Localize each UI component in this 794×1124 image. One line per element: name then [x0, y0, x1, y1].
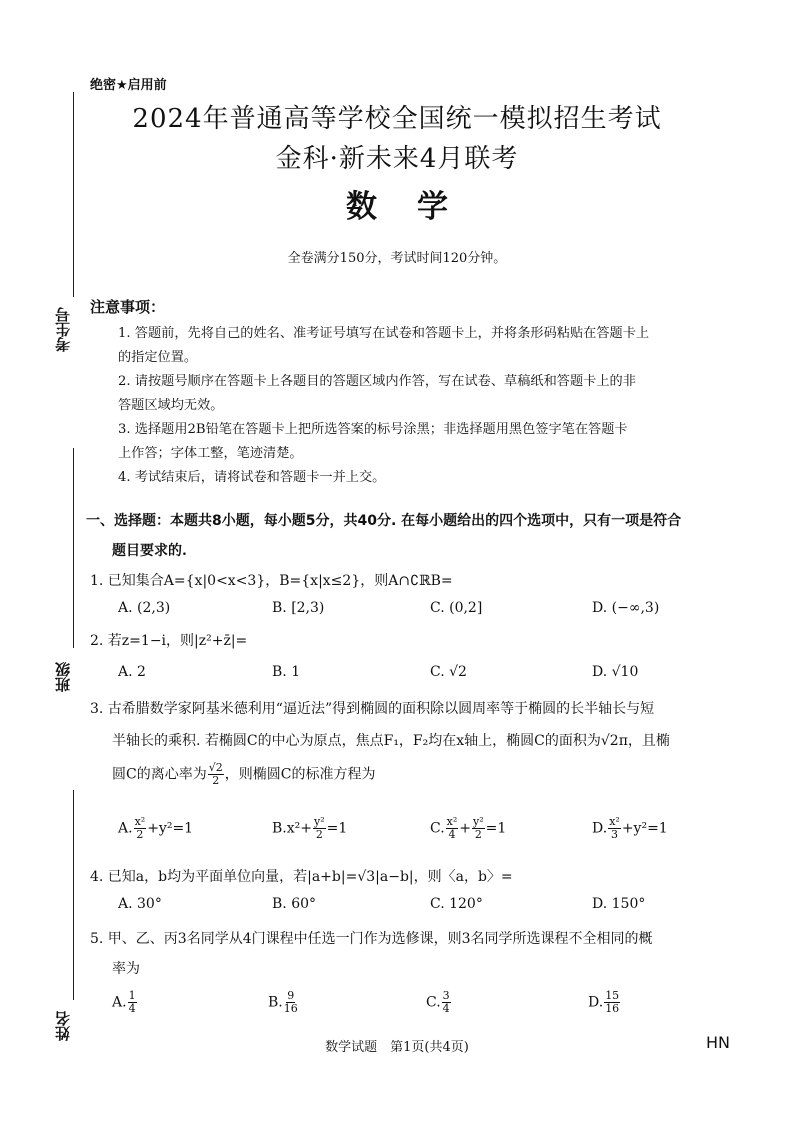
option-rest: +y²=1 — [621, 820, 668, 837]
frac-num: 15 — [605, 989, 620, 1002]
q4-option-d: D. 150° — [592, 896, 646, 912]
option-rest: =1 — [326, 820, 348, 837]
option-mid: + — [459, 820, 472, 837]
option-label: D. — [588, 994, 604, 1011]
frac-den: 2 — [212, 774, 220, 787]
q2-option-a: A. 2 — [118, 664, 146, 680]
option-label: B. — [268, 994, 283, 1011]
notice-line: 3. 选择题用2B铅笔在答题卡上把所选答案的标号涂黑；非选择题用黑色签字笔在答题卡 — [118, 422, 628, 437]
frac — [446, 816, 459, 841]
q2-option-b: B. 1 — [272, 664, 301, 680]
q3-option-d — [592, 816, 668, 841]
option-label: C. — [430, 820, 445, 837]
frac-den: 4 — [128, 1002, 136, 1015]
q2-option-c: C. √2 — [430, 664, 467, 680]
exam-subtitle: 金科·新未来4月联考 — [275, 144, 519, 174]
option-label: A. — [112, 994, 127, 1011]
section-heading-cont: 题目要求的. — [112, 543, 187, 559]
score-info: 全卷满分150分，考试时间120分钟。 — [287, 251, 507, 266]
notice-line: 答题区域均无效。 — [118, 398, 224, 413]
frac-num: x² — [134, 815, 146, 828]
exam-title: 2024年普通高等学校全国统一模拟招生考试 — [132, 104, 662, 134]
name-label: 姓名 — [54, 1011, 72, 1041]
q3-text-a: 圆C的离心率为 — [112, 766, 207, 783]
section-heading: 一、选择题：本题共8小题，每小题5分，共40分. 在每小题给出的四个选项中，只有一项是符合 — [86, 513, 682, 529]
notice-line: 1. 答题前，先将自己的姓名、准考证号填写在试卷和答题卡上，并将条形码粘贴在答题卡上 — [118, 326, 650, 341]
question-2: 2. 若z=1−i，则|z²+z̄|= — [90, 633, 248, 649]
option-label: D. — [592, 820, 608, 837]
q1-option-c: C. (0,2] — [430, 600, 483, 616]
q5-option-a — [112, 990, 138, 1015]
q4-option-c: C. 120° — [430, 896, 483, 912]
eccentricity-fraction — [208, 762, 224, 787]
frac — [608, 816, 621, 841]
question-3-line3 — [112, 762, 375, 787]
option-label: B. — [272, 820, 287, 837]
q1-option-b: B. [2,3) — [272, 600, 325, 616]
option-rest: =1 — [485, 820, 507, 837]
binding-line-low — [73, 790, 74, 1000]
q3-text-b: ，则椭圆C的标准方程为 — [224, 766, 376, 783]
q1-option-d: D. (−∞,3) — [592, 600, 660, 616]
frac-den: 2 — [474, 828, 482, 841]
class-label: 班级 — [54, 662, 72, 692]
page-footer: 数学试题 第1页(共4页) — [325, 1040, 469, 1055]
q2-option-d: D. √10 — [592, 664, 639, 680]
frac-den: 2 — [136, 828, 144, 841]
frac-den: 4 — [448, 828, 456, 841]
frac — [604, 990, 620, 1015]
option-label: A. — [118, 820, 133, 837]
exam-no-label: 考生号 — [54, 307, 72, 353]
frac — [284, 990, 298, 1015]
subject-title: 数学 — [346, 189, 488, 225]
notice-line: 上作答；字体工整，笔迹清楚。 — [118, 446, 303, 461]
option-pre: x²+ — [286, 820, 312, 837]
frac-den: 2 — [315, 828, 323, 841]
frac — [134, 816, 147, 841]
question-1: 1. 已知集合A={x|0<x<3}，B={x|x≤2}，则A∩∁ℝB= — [90, 573, 453, 589]
q5-option-d — [588, 990, 621, 1015]
option-label: C. — [426, 994, 441, 1011]
frac-num: √2 — [208, 761, 223, 774]
frac-num: x² — [609, 815, 620, 828]
q5-option-c — [426, 990, 452, 1015]
q4-option-b: B. 60° — [272, 896, 317, 912]
q3-option-c — [430, 816, 506, 841]
question-5-line2: 率为 — [112, 961, 140, 977]
q3-option-a — [118, 816, 193, 841]
frac — [472, 816, 485, 841]
frac — [313, 816, 326, 841]
frac-num: y² — [314, 815, 325, 828]
frac-den: 16 — [283, 1002, 298, 1015]
q5-option-b — [268, 990, 299, 1015]
notice-heading: 注意事项： — [90, 298, 166, 316]
binding-line-mid — [73, 448, 74, 648]
frac-den: 3 — [611, 828, 618, 841]
q1-option-a: A. (2,3) — [118, 600, 171, 616]
option-rest: +y²=1 — [147, 820, 194, 837]
frac — [442, 990, 451, 1015]
region-code: HN — [706, 1033, 730, 1052]
frac-num: 9 — [287, 989, 295, 1002]
frac-num: 1 — [128, 989, 136, 1002]
frac-den: 16 — [605, 1002, 620, 1015]
notice-line: 2. 请按题号顺序在答题卡上各题目的答题区域内作答，写在试卷、草稿纸和答题卡上的非 — [118, 374, 636, 389]
question-3-line2: 半轴长的乘积. 若椭圆C的中心为原点，焦点F₁，F₂均在x轴上，椭圆C的面积为√2π，且椭 — [112, 733, 670, 749]
confidential-mark: 绝密★启用前 — [90, 78, 167, 93]
frac-num: 3 — [442, 989, 450, 1002]
frac-num: y² — [473, 815, 484, 828]
question-5-line1: 5. 甲、乙、丙3名同学从4门课程中任选一门作为选修课，则3名同学所选课程不全相同的概 — [90, 931, 653, 947]
notice-line: 的指定位置。 — [118, 350, 198, 365]
q3-option-b — [272, 816, 347, 841]
question-4: 4. 已知a，b均为平面单位向量，若|a+b|=√3|a−b|，则〈a，b〉= — [90, 869, 513, 885]
frac-num: x² — [446, 815, 458, 828]
frac-den: 4 — [442, 1002, 450, 1015]
frac — [128, 990, 137, 1015]
question-3-line1: 3. 古希腊数学家阿基米德利用“逼近法”得到椭圆的面积除以圆周率等于椭圆的长半轴长与短 — [90, 701, 655, 717]
notice-line: 4. 考试结束后，请将试卷和答题卡一并上交。 — [118, 470, 386, 485]
q4-option-a: A. 30° — [118, 896, 162, 912]
